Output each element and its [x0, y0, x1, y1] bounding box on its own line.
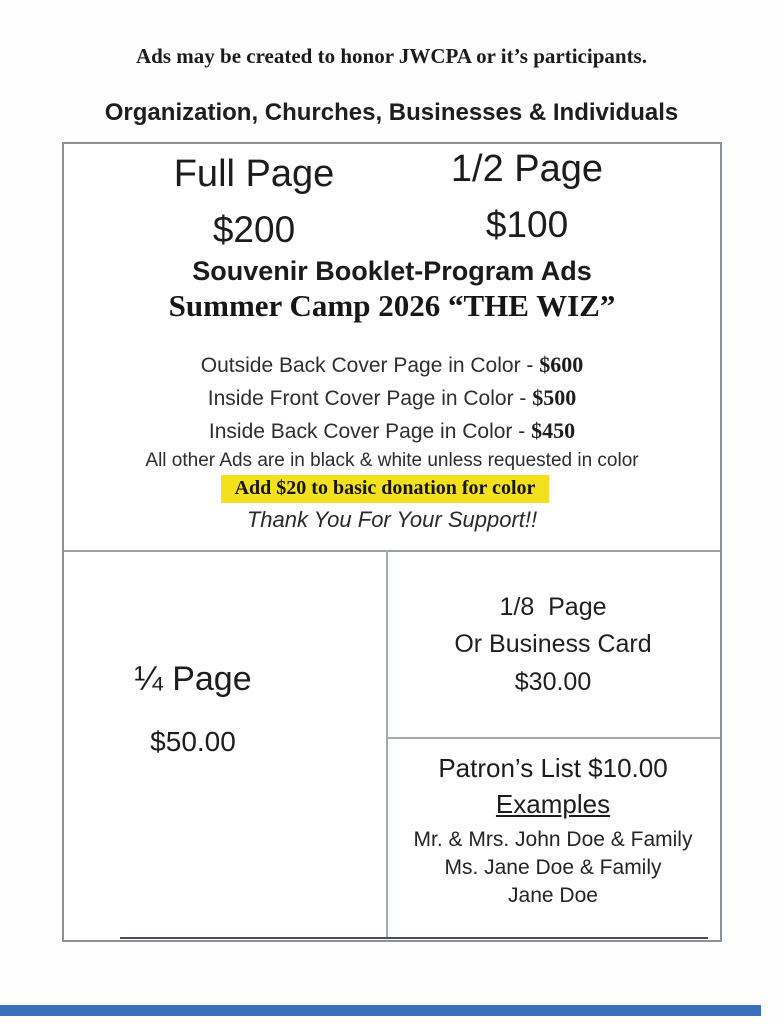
cover-option-label: Inside Front Cover Page in Color - [207, 387, 527, 410]
bottom-blue-bar [0, 1005, 761, 1016]
half-page-price: $100 [485, 204, 569, 245]
main-horizontal-divider [64, 550, 720, 552]
black-white-note: All other Ads are in black & white unless requested in color [145, 450, 639, 471]
cover-option-price: $450 [531, 418, 576, 443]
eighth-page-label: 1/8 Page [499, 593, 607, 621]
pricing-box [62, 142, 722, 942]
half-page-label: 1/2 Page [450, 148, 604, 190]
cover-option-row [64, 352, 720, 378]
full-page-price: $200 [212, 209, 296, 250]
color-surcharge-highlight: Add $20 to basic donation for color [221, 475, 550, 503]
patrons-examples-heading: Examples [495, 789, 611, 819]
patron-example-item: Mr. & Mrs. John Doe & Family [413, 828, 693, 851]
eighth-page-business-card-label: Or Business Card [454, 630, 652, 658]
thanks-note: Thank You For Your Support!! [246, 507, 538, 532]
event-title: Summer Camp 2026 “THE WIZ” [168, 288, 616, 323]
patrons-list-title: Patron’s List $10.00 [438, 753, 668, 783]
patron-example-item: Jane Doe [508, 884, 598, 907]
cover-option-label: Inside Back Cover Page in Color - [208, 420, 526, 443]
full-page-label: Full Page [173, 153, 335, 195]
cover-option-label: Outside Back Cover Page in Color - [200, 354, 534, 377]
bottom-rule-line [120, 937, 708, 939]
quarter-page-label: ¼ Page [134, 660, 252, 698]
cover-option-row [64, 385, 720, 411]
cover-option-row [64, 418, 720, 444]
booklet-title: Souvenir Booklet-Program Ads [192, 256, 592, 286]
color-surcharge-row [64, 475, 706, 503]
heading-honor-line: Ads may be created to honor JWCPA or it’s participants. [136, 44, 647, 68]
heading-audience-line: Organization, Churches, Businesses & Individuals [104, 99, 679, 126]
cover-option-price: $500 [532, 385, 577, 410]
cover-option-price: $600 [539, 352, 584, 377]
patron-example-item: Ms. Jane Doe & Family [444, 856, 662, 879]
quarter-page-price: $50.00 [150, 726, 236, 757]
eighth-page-price: $30.00 [514, 668, 592, 696]
right-column-divider [386, 737, 720, 739]
